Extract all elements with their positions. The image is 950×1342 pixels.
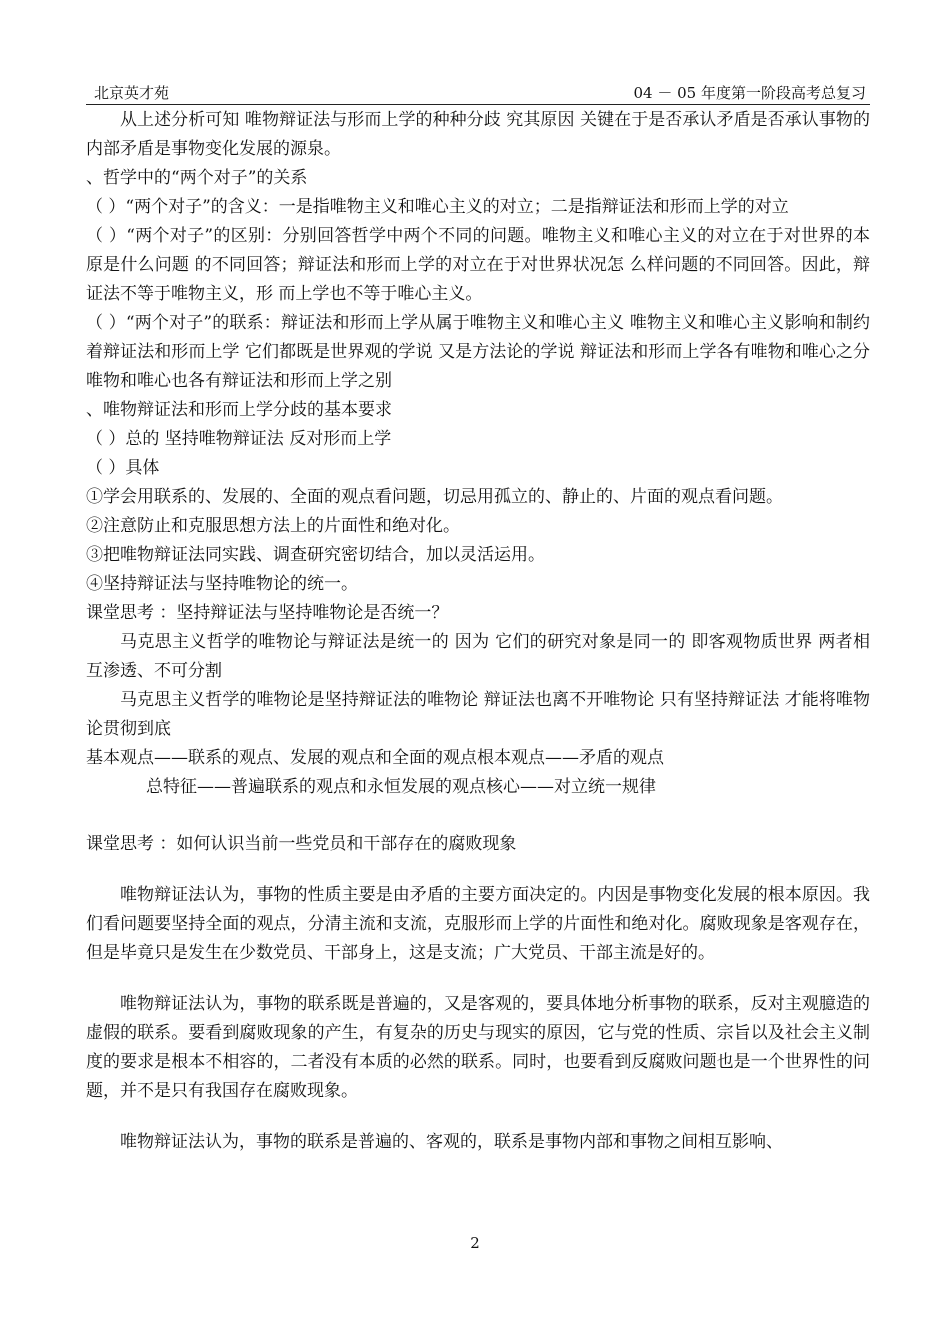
paragraph: 马克思主义哲学的唯物论是坚持辩证法的唯物论 辩证法也离不开唯物论 只有坚持辩证法 才能将唯物论贯彻到底 [86, 690, 870, 739]
paragraph: 总特征——普遍联系的观点和永恒发展的观点核心——对立统一规律 [146, 777, 656, 797]
spacer [86, 859, 870, 881]
spacer [86, 968, 870, 990]
list-item: ②注意防止和克服思想方法上的片面性和绝对化。 [86, 516, 460, 536]
paragraph: 唯物辩证法认为，事物的性质主要是由矛盾的主要方面决定的。内因是事物变化发展的根本原因。我们看问题要坚持全面的观点，分清主流和支流，克服形而上学的片面性和绝对化。腐败现象是客观存在，但是毕竟只是发生在少数党员、干部身上，这是支流；广大党员、干部主流是好的。 [86, 885, 870, 963]
paragraph: （ ）总的 坚持唯物辩证法 反对形而上学 [86, 429, 392, 449]
paragraph: 唯物辩证法认为，事物的联系既是普遍的，又是客观的，要具体地分析事物的联系，反对主观臆造的虚假的联系。要看到腐败现象的产生，有复杂的历史与现实的原因，它与党的性质、宗旨以及社会主义制度的要求是根本不相容的，二者没有本质的必然的联系。同时，也要看到反腐败问题也是一个世界性的问题，并不是只有我国存在腐败现象。 [86, 994, 870, 1101]
paragraph: 马克思主义哲学的唯物论与辩证法是统一的 因为 它们的研究对象是同一的 即客观物质世界 两者相互渗透、不可分割 [86, 632, 870, 681]
page-number: 2 [470, 1234, 480, 1252]
list-item: ①学会用联系的、发展的、全面的观点看问题，切忌用孤立的、静止的、片面的观点看问题。 [86, 487, 783, 507]
paragraph: （ ）“两个对子”的区别：分别回答哲学中两个不同的问题。唯物主义和唯心主义的对立在于对世界的本原是什么问题 的不同回答；辩证法和形而上学的对立在于对世界状况怎 么样问题的不同回答。因此，辩证法不等于唯物主义，形 而上学也不等于唯心主义。 [86, 226, 870, 304]
paragraph: （ ）“两个对子”的联系：辩证法和形而上学从属于唯物主义和唯心主义 唯物主义和唯心主义影响和制约着辩证法和形而上学 它们都既是世界观的学说 又是方法论的学说 辩证法和形而上学各有唯物和唯心之分 唯物和唯心也各有辩证法和形而上学之别 [86, 313, 870, 391]
paragraph: 从上述分析可知 唯物辩证法与形而上学的种种分歧 究其原因 关键在于是否承认矛盾是否承认事物的内部矛盾是事物变化发展的源泉。 [86, 110, 870, 159]
paragraph: （ ）具体 [86, 458, 160, 478]
spacer [86, 1106, 870, 1128]
spacer [86, 802, 870, 830]
list-item: ④坚持辩证法与坚持唯物论的统一。 [86, 574, 358, 594]
list-item: ③把唯物辩证法同实践、调查研究密切结合，加以灵活运用。 [86, 545, 545, 565]
header-left: 北京英才苑 [94, 84, 170, 102]
document-body [86, 106, 870, 1157]
paragraph: 唯物辩证法认为，事物的联系是普遍的、客观的，联系是事物内部和事物之间相互影响、 [120, 1132, 783, 1152]
paragraph: 基本观点——联系的观点、发展的观点和全面的观点根本观点——矛盾的观点 [86, 748, 664, 768]
question-heading: 课堂思考 ：坚持辩证法与坚持唯物论是否统一？ [86, 603, 449, 623]
question-heading: 课堂思考 ：如何认识当前一些党员和干部存在的腐败现象 [86, 834, 517, 854]
paragraph: （ ）“两个对子”的含义：一是指唯物主义和唯心主义的对立；二是指辩证法和形而上学的对立 [86, 197, 789, 217]
section-heading: 、哲学中的“两个对子”的关系 [86, 168, 308, 188]
section-heading: 、唯物辩证法和形而上学分歧的基本要求 [86, 400, 392, 420]
page-header [86, 82, 870, 105]
header-right: 04 － 05 年度第一阶段高考总复习 [633, 84, 866, 102]
